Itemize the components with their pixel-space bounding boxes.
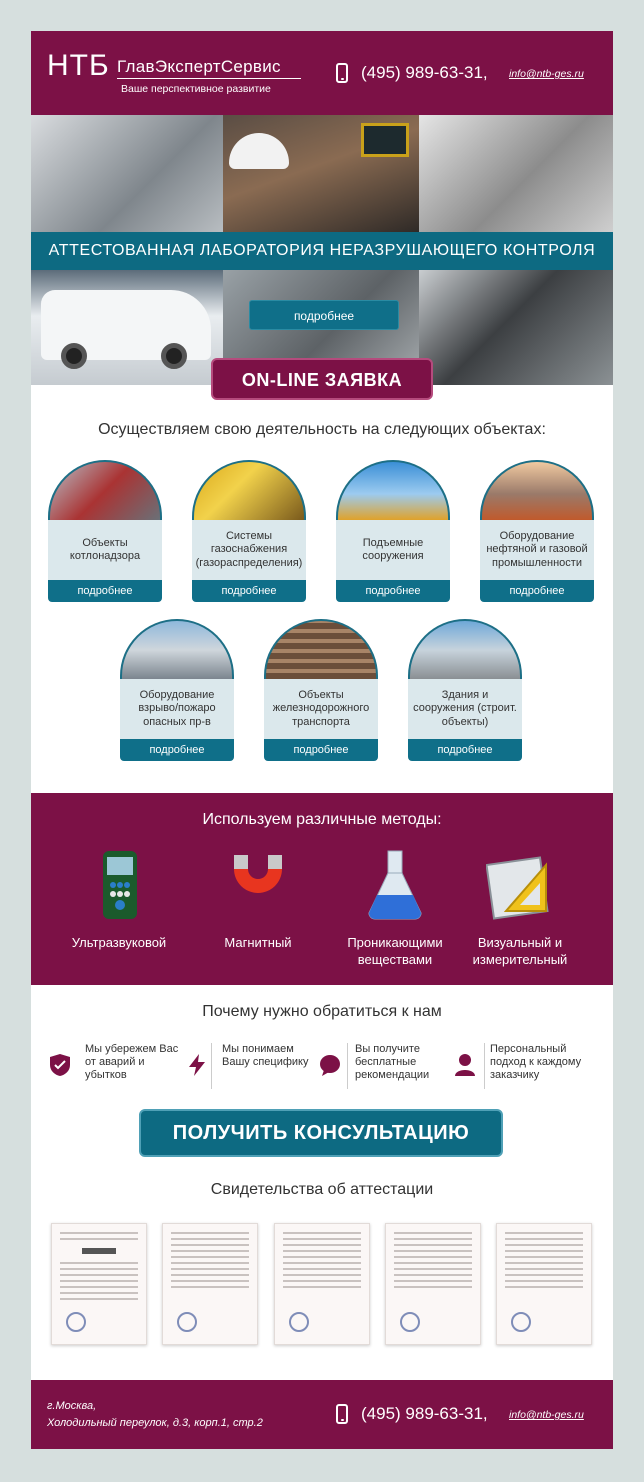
shield-check-icon bbox=[49, 1053, 71, 1077]
boiler-image bbox=[48, 460, 162, 520]
online-request-button[interactable]: ON-LINE ЗАЯВКА bbox=[211, 358, 433, 400]
object-card bbox=[336, 460, 450, 602]
flask-icon bbox=[361, 849, 429, 921]
header-phone[interactable]: (495) 989-63-31, bbox=[361, 63, 488, 82]
why-title: Почему нужно обратиться к нам bbox=[202, 1003, 442, 1020]
lab-photo bbox=[31, 115, 223, 232]
object-more-button[interactable]: подробнее bbox=[48, 580, 162, 602]
method-label: Визуальный и измерительный bbox=[472, 935, 568, 967]
object-more-button[interactable]: подробнее bbox=[408, 739, 522, 761]
page bbox=[31, 31, 613, 1449]
feature-item bbox=[319, 1043, 449, 1089]
feature-item bbox=[186, 1043, 316, 1089]
object-card bbox=[192, 460, 306, 602]
hero-more-button[interactable]: подробнее bbox=[249, 300, 399, 330]
footer-phone[interactable]: (495) 989-63-31, bbox=[361, 1404, 488, 1423]
method-label: Магнитный bbox=[224, 935, 292, 950]
get-consultation-button[interactable]: ПОЛУЧИТЬ КОНСУЛЬТАЦИЮ bbox=[139, 1109, 503, 1157]
flaw-detector-screen bbox=[361, 123, 409, 157]
feature-text: Мы убережем Вас от аварий и убытков bbox=[85, 1043, 179, 1082]
header bbox=[31, 31, 613, 115]
chat-bubble-icon bbox=[319, 1053, 341, 1077]
object-card bbox=[408, 619, 522, 761]
person-icon bbox=[454, 1053, 476, 1077]
ruler-triangle-icon bbox=[486, 849, 554, 921]
footer-street: Холодильный переулок, д.3, корп.1, стр.2 bbox=[47, 1416, 263, 1429]
object-label: Системы газоснабжения (газораспределения) bbox=[192, 520, 306, 580]
certificates-row bbox=[31, 1223, 613, 1345]
feature-item bbox=[454, 1043, 604, 1089]
ultrasonic-device-icon bbox=[85, 849, 153, 921]
crane-image bbox=[336, 460, 450, 520]
why-section bbox=[31, 985, 613, 1385]
feature-text: Мы понимаем Вашу специфику bbox=[222, 1043, 309, 1069]
object-more-button[interactable]: подробнее bbox=[192, 580, 306, 602]
certs-title: Свидетельства об аттестации bbox=[210, 1181, 434, 1198]
method-item bbox=[455, 849, 585, 969]
method-item bbox=[330, 849, 460, 969]
feature-item bbox=[49, 1043, 179, 1089]
method-label: Ультразвуковой bbox=[71, 935, 167, 950]
methods-title: Используем различные методы: bbox=[202, 811, 442, 828]
lightning-icon bbox=[186, 1053, 208, 1077]
hero-banner bbox=[31, 115, 613, 385]
logo-name[interactable]: ГлавЭкспертСервис bbox=[117, 57, 281, 76]
method-label: Проникающими веществами bbox=[347, 935, 443, 967]
object-card bbox=[264, 619, 378, 761]
objects-title: Осуществляем свою деятельность на следующих объектах: bbox=[98, 421, 546, 438]
method-item bbox=[54, 849, 184, 952]
railway-image bbox=[264, 619, 378, 679]
object-card bbox=[48, 460, 162, 602]
feature-text: Персональный подход к каждому заказчику bbox=[490, 1043, 582, 1082]
methods-section bbox=[31, 793, 613, 985]
object-label: Оборудование взрыво/пожаро опасных пр-в bbox=[120, 679, 234, 739]
magnet-icon bbox=[224, 849, 292, 921]
object-label: Объекты котлонадзора bbox=[48, 520, 162, 580]
object-more-button[interactable]: подробнее bbox=[264, 739, 378, 761]
objects-section bbox=[31, 385, 613, 793]
gas-pipes-image bbox=[192, 460, 306, 520]
object-label: Подъемные сооружения bbox=[336, 520, 450, 580]
footer-city: г.Москва, bbox=[47, 1400, 97, 1412]
van-wheel bbox=[161, 343, 187, 369]
lab-title-band: АТТЕСТОВАННАЯ ЛАБОРАТОРИЯ НЕРАЗРУШАЮЩЕГО КОНТРОЛЯ bbox=[31, 232, 613, 270]
object-card bbox=[480, 460, 594, 602]
feature-text: Вы получите бесплатные рекомендации bbox=[355, 1043, 430, 1082]
power-plant-image bbox=[120, 619, 234, 679]
tagline: Ваше перспективное развитие bbox=[121, 83, 271, 95]
footer-address bbox=[47, 1398, 263, 1431]
certificate-thumbnail[interactable] bbox=[385, 1223, 481, 1345]
method-item bbox=[193, 849, 323, 952]
object-more-button[interactable]: подробнее bbox=[336, 580, 450, 602]
object-more-button[interactable]: подробнее bbox=[120, 739, 234, 761]
certificate-thumbnail[interactable] bbox=[51, 1223, 147, 1345]
oil-rig-image bbox=[480, 460, 594, 520]
object-card bbox=[120, 619, 234, 761]
footer bbox=[31, 1380, 613, 1449]
van-wheel bbox=[61, 343, 87, 369]
object-label: Здания и сооружения (строит. объекты) bbox=[408, 679, 522, 739]
certificate-thumbnail[interactable] bbox=[496, 1223, 592, 1345]
object-more-button[interactable]: подробнее bbox=[480, 580, 594, 602]
object-label: Оборудование нефтяной и газовой промышленности bbox=[480, 520, 594, 580]
certificate-thumbnail[interactable] bbox=[162, 1223, 258, 1345]
header-email-link[interactable]: info@ntb-ges.ru bbox=[509, 68, 584, 80]
building-image bbox=[408, 619, 522, 679]
object-label: Объекты железнодорожного транспорта bbox=[264, 679, 378, 739]
certificate-thumbnail[interactable] bbox=[274, 1223, 370, 1345]
logo-ntb[interactable]: НТБ bbox=[47, 49, 110, 82]
footer-email-link[interactable]: info@ntb-ges.ru bbox=[509, 1409, 584, 1421]
phone-icon bbox=[336, 63, 348, 83]
equipment-photo bbox=[419, 115, 613, 232]
logo-divider bbox=[117, 78, 301, 79]
phone-icon bbox=[336, 1404, 348, 1424]
van-interior-photo bbox=[419, 270, 613, 385]
